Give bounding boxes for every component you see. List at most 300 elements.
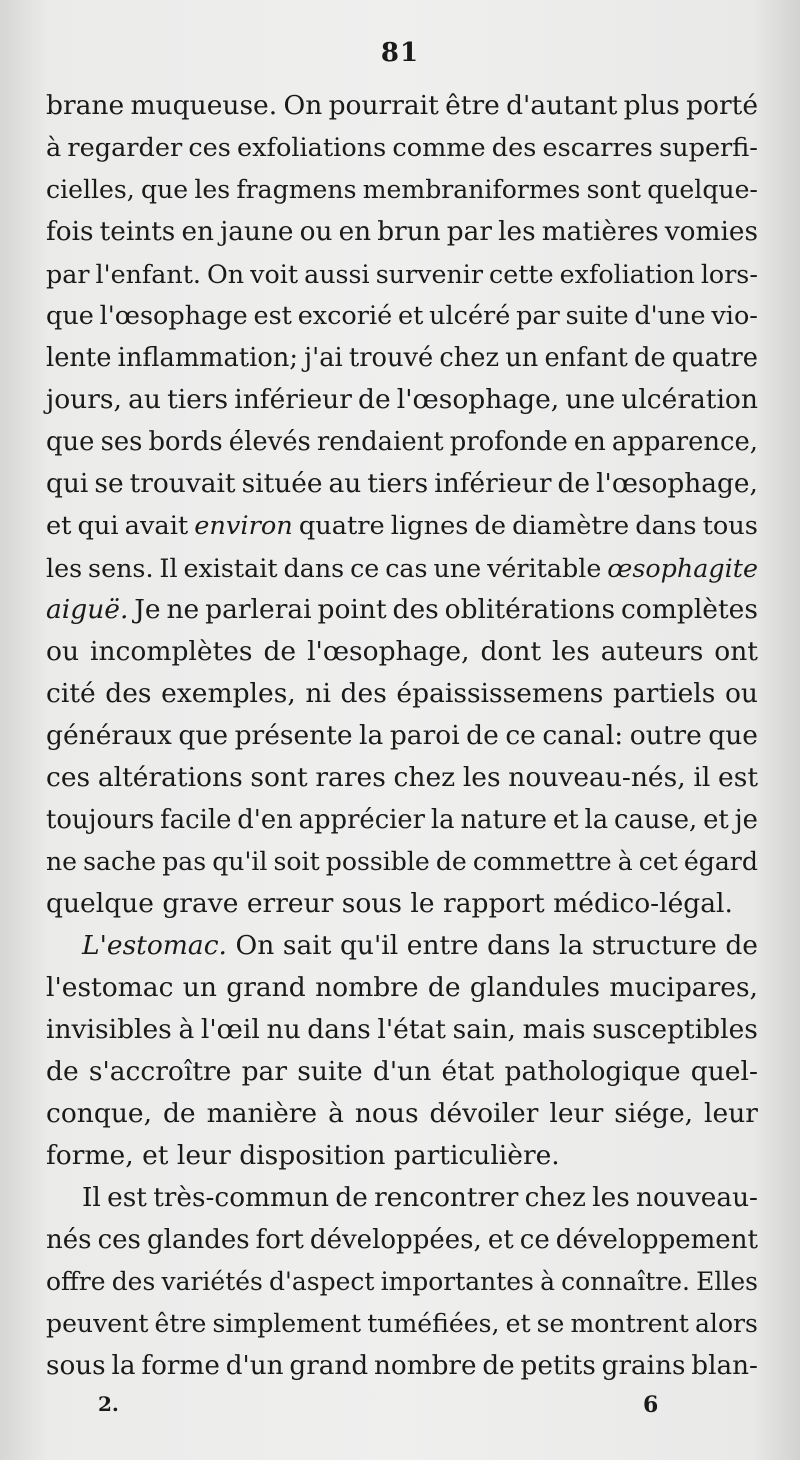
word: œsophagite	[607, 553, 758, 583]
word: suite	[297, 1056, 363, 1087]
text-line	[46, 757, 758, 799]
text-line	[46, 925, 758, 967]
word: Il	[82, 1183, 101, 1213]
text-line	[46, 505, 758, 547]
word: cause,	[614, 805, 698, 835]
word: sous	[46, 1351, 106, 1381]
word: environ	[194, 511, 293, 541]
body-text	[46, 85, 758, 1387]
word: un	[505, 343, 539, 373]
text-line	[46, 379, 758, 421]
word: qui	[46, 468, 89, 499]
word: en	[181, 217, 214, 247]
word: l'œil	[200, 1014, 260, 1045]
word: être	[154, 1309, 207, 1338]
word: rencontrer	[374, 1183, 519, 1213]
word: exfoliations	[237, 133, 387, 163]
word: comme	[392, 133, 486, 163]
word: sous	[341, 888, 402, 919]
text-line	[46, 463, 758, 505]
word: ulcération	[621, 384, 758, 415]
word: mais	[522, 1014, 586, 1045]
word: qui	[77, 511, 119, 541]
word: une	[433, 553, 482, 583]
word: la	[359, 720, 384, 751]
word: profonde	[449, 427, 568, 457]
word: l'enfant.	[95, 259, 201, 289]
word: sain,	[452, 1014, 516, 1045]
word: jaune	[220, 217, 294, 247]
word: est	[718, 762, 758, 793]
word: sont	[586, 175, 641, 204]
word: chez	[393, 762, 456, 793]
word: teints	[99, 217, 176, 247]
word: cet	[638, 847, 678, 876]
word: simplement	[212, 1309, 362, 1338]
word: parlerai	[205, 594, 312, 625]
word: fort	[255, 1225, 304, 1255]
text-line	[46, 1009, 758, 1051]
word: conque,	[46, 1098, 152, 1129]
word: trouvé	[348, 343, 434, 373]
word: escarres	[542, 133, 653, 163]
word: de	[466, 720, 499, 751]
word: à	[540, 1267, 555, 1296]
word: petits	[520, 1351, 596, 1381]
word: canal:	[542, 720, 624, 751]
word: grave	[162, 888, 239, 919]
word: d'un	[225, 1351, 284, 1381]
word: exemples,	[161, 678, 296, 709]
word: et	[397, 301, 424, 331]
word: que	[178, 720, 229, 751]
word: par	[46, 259, 90, 289]
word: de	[474, 511, 507, 541]
text-line	[46, 589, 758, 631]
word: la	[111, 1351, 136, 1381]
word: trouvait	[129, 468, 236, 499]
word: la	[559, 930, 584, 961]
word: l'état	[377, 1014, 446, 1045]
word: siége,	[614, 1098, 694, 1129]
word: diamètre	[512, 511, 630, 541]
word: nu	[266, 1014, 301, 1045]
word: dans	[283, 553, 345, 583]
word: rares	[315, 762, 386, 793]
text-line	[46, 127, 758, 169]
word: un	[182, 972, 217, 1003]
word: ne	[166, 594, 200, 625]
text-line	[46, 883, 758, 925]
text-line	[46, 169, 758, 211]
word: ont	[714, 636, 758, 667]
word: nature	[460, 805, 548, 835]
word: des	[392, 594, 439, 625]
word: tiers	[167, 384, 229, 415]
word: de	[435, 847, 467, 876]
word: jours,	[46, 384, 122, 415]
word: généraux	[46, 720, 172, 751]
word: et	[142, 1140, 169, 1171]
word: suite	[565, 301, 629, 331]
word: chez	[439, 343, 500, 373]
word: blan-	[691, 1351, 758, 1381]
word: rendaient	[316, 427, 444, 457]
word: pathologique	[504, 1056, 681, 1087]
word: peuvent	[46, 1309, 149, 1338]
word: les	[462, 762, 501, 793]
word: oblitérations	[444, 594, 616, 625]
word: que	[708, 720, 758, 751]
word: altérations	[97, 762, 243, 793]
word: sens.	[88, 553, 154, 583]
word: dans	[307, 1014, 371, 1045]
word: erreur	[246, 888, 334, 919]
word: superfi-	[659, 133, 758, 163]
text-line	[46, 1219, 758, 1261]
word: mucipares,	[609, 972, 758, 1003]
word: inférieur	[234, 384, 352, 415]
word: les	[552, 636, 590, 667]
text-line	[46, 715, 758, 757]
word: inférieur	[434, 468, 552, 499]
word: qu'il	[339, 930, 399, 961]
word: brun	[377, 217, 441, 247]
word: grand	[226, 972, 306, 1003]
word: par	[241, 1056, 287, 1087]
word: ulcéré	[429, 301, 511, 331]
word: montrent	[570, 1309, 689, 1338]
word: médico-légal.	[553, 888, 733, 919]
word: vio-	[711, 301, 758, 331]
word: survenir	[375, 259, 483, 289]
word: ce	[350, 553, 380, 583]
word: d'en	[237, 805, 293, 835]
word: être	[445, 90, 500, 121]
word: une	[565, 384, 616, 415]
word: membraniformes	[362, 175, 581, 204]
word: possible	[325, 847, 430, 876]
word: lors-	[700, 259, 758, 289]
word: glandes	[146, 1225, 250, 1255]
word: l'œsophage	[99, 301, 248, 331]
text-line	[46, 547, 758, 589]
word: leur	[704, 1098, 758, 1129]
word: de	[263, 636, 297, 667]
word: glandules	[469, 972, 600, 1003]
word: présente	[234, 720, 353, 751]
word: il	[693, 762, 711, 793]
text-line	[46, 421, 758, 463]
text-line	[46, 1051, 758, 1093]
word: pas	[162, 847, 207, 876]
word: ces	[46, 762, 91, 793]
word: Il	[159, 553, 178, 583]
word: voit	[250, 259, 299, 289]
word: invisibles	[46, 1014, 172, 1045]
word: cette	[489, 259, 554, 289]
word: état	[441, 1056, 495, 1087]
word: aiguë.	[46, 594, 129, 625]
word: et	[552, 805, 579, 835]
word: partiels	[613, 678, 716, 709]
word: les	[46, 553, 83, 583]
word: la	[584, 805, 609, 835]
word: qu'il	[212, 847, 268, 876]
word: développement	[555, 1225, 758, 1255]
word: particulière.	[393, 1140, 560, 1171]
word: l'œsophage,	[396, 384, 560, 415]
word: commettre	[472, 847, 612, 876]
text-line	[46, 841, 758, 883]
word: de	[46, 1056, 79, 1087]
word: très-commun	[153, 1183, 330, 1213]
word: égard	[683, 847, 758, 876]
word: nous	[354, 1098, 419, 1129]
word: bords	[148, 427, 223, 457]
text-line	[46, 1135, 758, 1177]
word: de	[427, 972, 461, 1003]
word: fragmens	[236, 175, 357, 204]
word: de	[634, 343, 666, 373]
word: l'estomac	[46, 972, 174, 1003]
word: forme,	[46, 1140, 134, 1171]
word: dont	[480, 636, 542, 667]
word: élevés	[228, 427, 311, 457]
word: structure	[591, 930, 717, 961]
word: forme	[141, 1351, 220, 1381]
word: outre	[629, 720, 702, 751]
word: se	[94, 468, 124, 499]
word: que	[141, 175, 189, 204]
word: à	[328, 1098, 344, 1129]
word: d'une	[634, 301, 706, 331]
word: des	[491, 133, 537, 163]
word: importantes	[380, 1267, 534, 1296]
word: des	[105, 678, 152, 709]
word: complètes	[620, 594, 758, 625]
word: porté	[686, 90, 758, 121]
word: rapport	[443, 888, 545, 919]
word: en	[338, 217, 372, 247]
word: entre	[406, 930, 479, 961]
word: de	[482, 1351, 515, 1381]
word: inflammation;	[117, 343, 298, 373]
word: les	[498, 217, 536, 247]
word: le	[410, 888, 435, 919]
word: avait	[124, 511, 189, 541]
word: pourrait	[328, 90, 439, 121]
word: plus	[623, 90, 680, 121]
word: Elles	[696, 1267, 758, 1296]
word: d'un	[372, 1056, 432, 1087]
text-line	[46, 1303, 758, 1345]
word: L'estomac.	[82, 930, 227, 961]
word: nés	[46, 1225, 92, 1255]
word: matières	[541, 217, 659, 247]
word: je	[734, 805, 758, 835]
page-footer	[0, 1392, 800, 1422]
word: l'œsophage,	[596, 468, 758, 499]
word: susceptibles	[592, 1014, 758, 1045]
word: en	[573, 427, 606, 457]
word: paroi	[389, 720, 460, 751]
word: des	[340, 678, 387, 709]
word: nombre	[315, 972, 419, 1003]
word: sait	[282, 930, 332, 961]
text-line	[46, 295, 758, 337]
word: de	[725, 930, 758, 961]
text-line	[46, 1345, 758, 1387]
word: et	[703, 805, 729, 835]
word: grains	[601, 1351, 686, 1381]
word: ces	[188, 133, 231, 163]
word: apparence,	[611, 427, 758, 457]
word: les	[592, 1183, 630, 1213]
word: de	[357, 384, 391, 415]
word: est	[107, 1183, 147, 1213]
word: lignes	[390, 511, 469, 541]
word: Je	[134, 594, 161, 625]
signature-mark: 2.	[98, 1392, 119, 1416]
word: au	[328, 468, 362, 499]
text-line	[46, 673, 758, 715]
word: ce	[519, 1225, 550, 1255]
word: ou	[299, 217, 333, 247]
word: des	[111, 1267, 156, 1296]
word: de	[335, 1183, 368, 1213]
word: située	[241, 468, 323, 499]
word: toujours	[46, 805, 155, 835]
word: On	[235, 930, 275, 961]
word: par	[446, 217, 492, 247]
word: On	[207, 259, 245, 289]
word: brane	[46, 90, 125, 121]
word: épaississemens	[396, 678, 604, 709]
word: lente	[46, 343, 112, 373]
word: soit	[273, 847, 320, 876]
word: de	[162, 1098, 196, 1129]
word: cas	[385, 553, 428, 583]
word: j'ai	[304, 343, 343, 373]
word: point	[317, 594, 387, 625]
word: la	[430, 805, 455, 835]
word: sache	[83, 847, 157, 876]
word: est	[253, 301, 292, 331]
word: enfant	[544, 343, 628, 373]
word: s'accroître	[88, 1056, 232, 1087]
text-line	[46, 631, 758, 673]
word: d'aspect	[269, 1267, 375, 1296]
word: grand	[289, 1351, 369, 1381]
word: développées,	[309, 1225, 482, 1255]
word: par	[516, 301, 560, 331]
word: au	[128, 384, 161, 415]
text-line	[46, 799, 758, 841]
word: manière	[206, 1098, 318, 1129]
text-line	[46, 1093, 758, 1135]
text-line	[46, 85, 758, 127]
word: les	[194, 175, 231, 204]
word: quelque-	[647, 175, 758, 204]
text-line	[46, 967, 758, 1009]
word: variétés	[161, 1267, 263, 1296]
word: tuméfiées,	[367, 1309, 500, 1338]
word: connaître.	[561, 1267, 690, 1296]
word: nouveau-	[636, 1183, 758, 1213]
word: que	[46, 301, 94, 331]
word: ni	[305, 678, 331, 709]
word: existait	[183, 553, 278, 583]
word: de	[557, 468, 591, 499]
word: et	[46, 511, 72, 541]
word: ou	[46, 636, 80, 667]
word: leur	[549, 1098, 604, 1129]
word: tiers	[367, 468, 429, 499]
word: dans	[635, 511, 697, 541]
word: se	[536, 1309, 565, 1338]
word: à	[178, 1014, 195, 1045]
word: ces	[97, 1225, 141, 1255]
word: chez	[524, 1183, 586, 1213]
word: dans	[487, 930, 551, 961]
word: quelque	[46, 888, 154, 919]
word: alors	[694, 1309, 758, 1338]
word: aussi	[304, 259, 370, 289]
word: et	[505, 1309, 531, 1338]
word: véritable	[487, 553, 602, 583]
word: ses	[100, 427, 143, 457]
word: quatre	[671, 343, 758, 373]
word: quatre	[298, 511, 385, 541]
word: cité	[46, 678, 96, 709]
word: et	[487, 1225, 514, 1255]
word: apprécier	[298, 805, 426, 835]
page-number: 81	[380, 38, 420, 68]
word: facile	[160, 805, 232, 835]
word: regarder	[67, 133, 183, 163]
word: que	[46, 427, 95, 457]
word: incomplètes	[89, 636, 253, 667]
word: quel-	[690, 1056, 758, 1087]
word: l'œsophage,	[307, 636, 470, 667]
word: cielles,	[46, 175, 135, 204]
word: exfoliation	[559, 259, 695, 289]
word: d'autant	[506, 90, 618, 121]
sheet-number: 6	[643, 1392, 659, 1418]
text-line	[46, 337, 758, 379]
word: ce	[505, 720, 536, 751]
word: On	[283, 90, 323, 121]
word: nombre	[373, 1351, 477, 1381]
word: nouveau-nés,	[508, 762, 686, 793]
word: leur	[176, 1140, 231, 1171]
text-line	[46, 211, 758, 253]
word: ou	[724, 678, 758, 709]
word: tous	[702, 511, 758, 541]
word: disposition	[239, 1140, 386, 1171]
word: sont	[250, 762, 308, 793]
text-line	[46, 253, 758, 295]
word: fois	[46, 217, 94, 247]
word: à	[46, 133, 62, 163]
word: vomies	[664, 217, 758, 247]
word: à	[617, 847, 633, 876]
text-line	[46, 1261, 758, 1303]
word: offre	[46, 1267, 106, 1296]
text-line	[46, 1177, 758, 1219]
word: dévoiler	[429, 1098, 539, 1129]
